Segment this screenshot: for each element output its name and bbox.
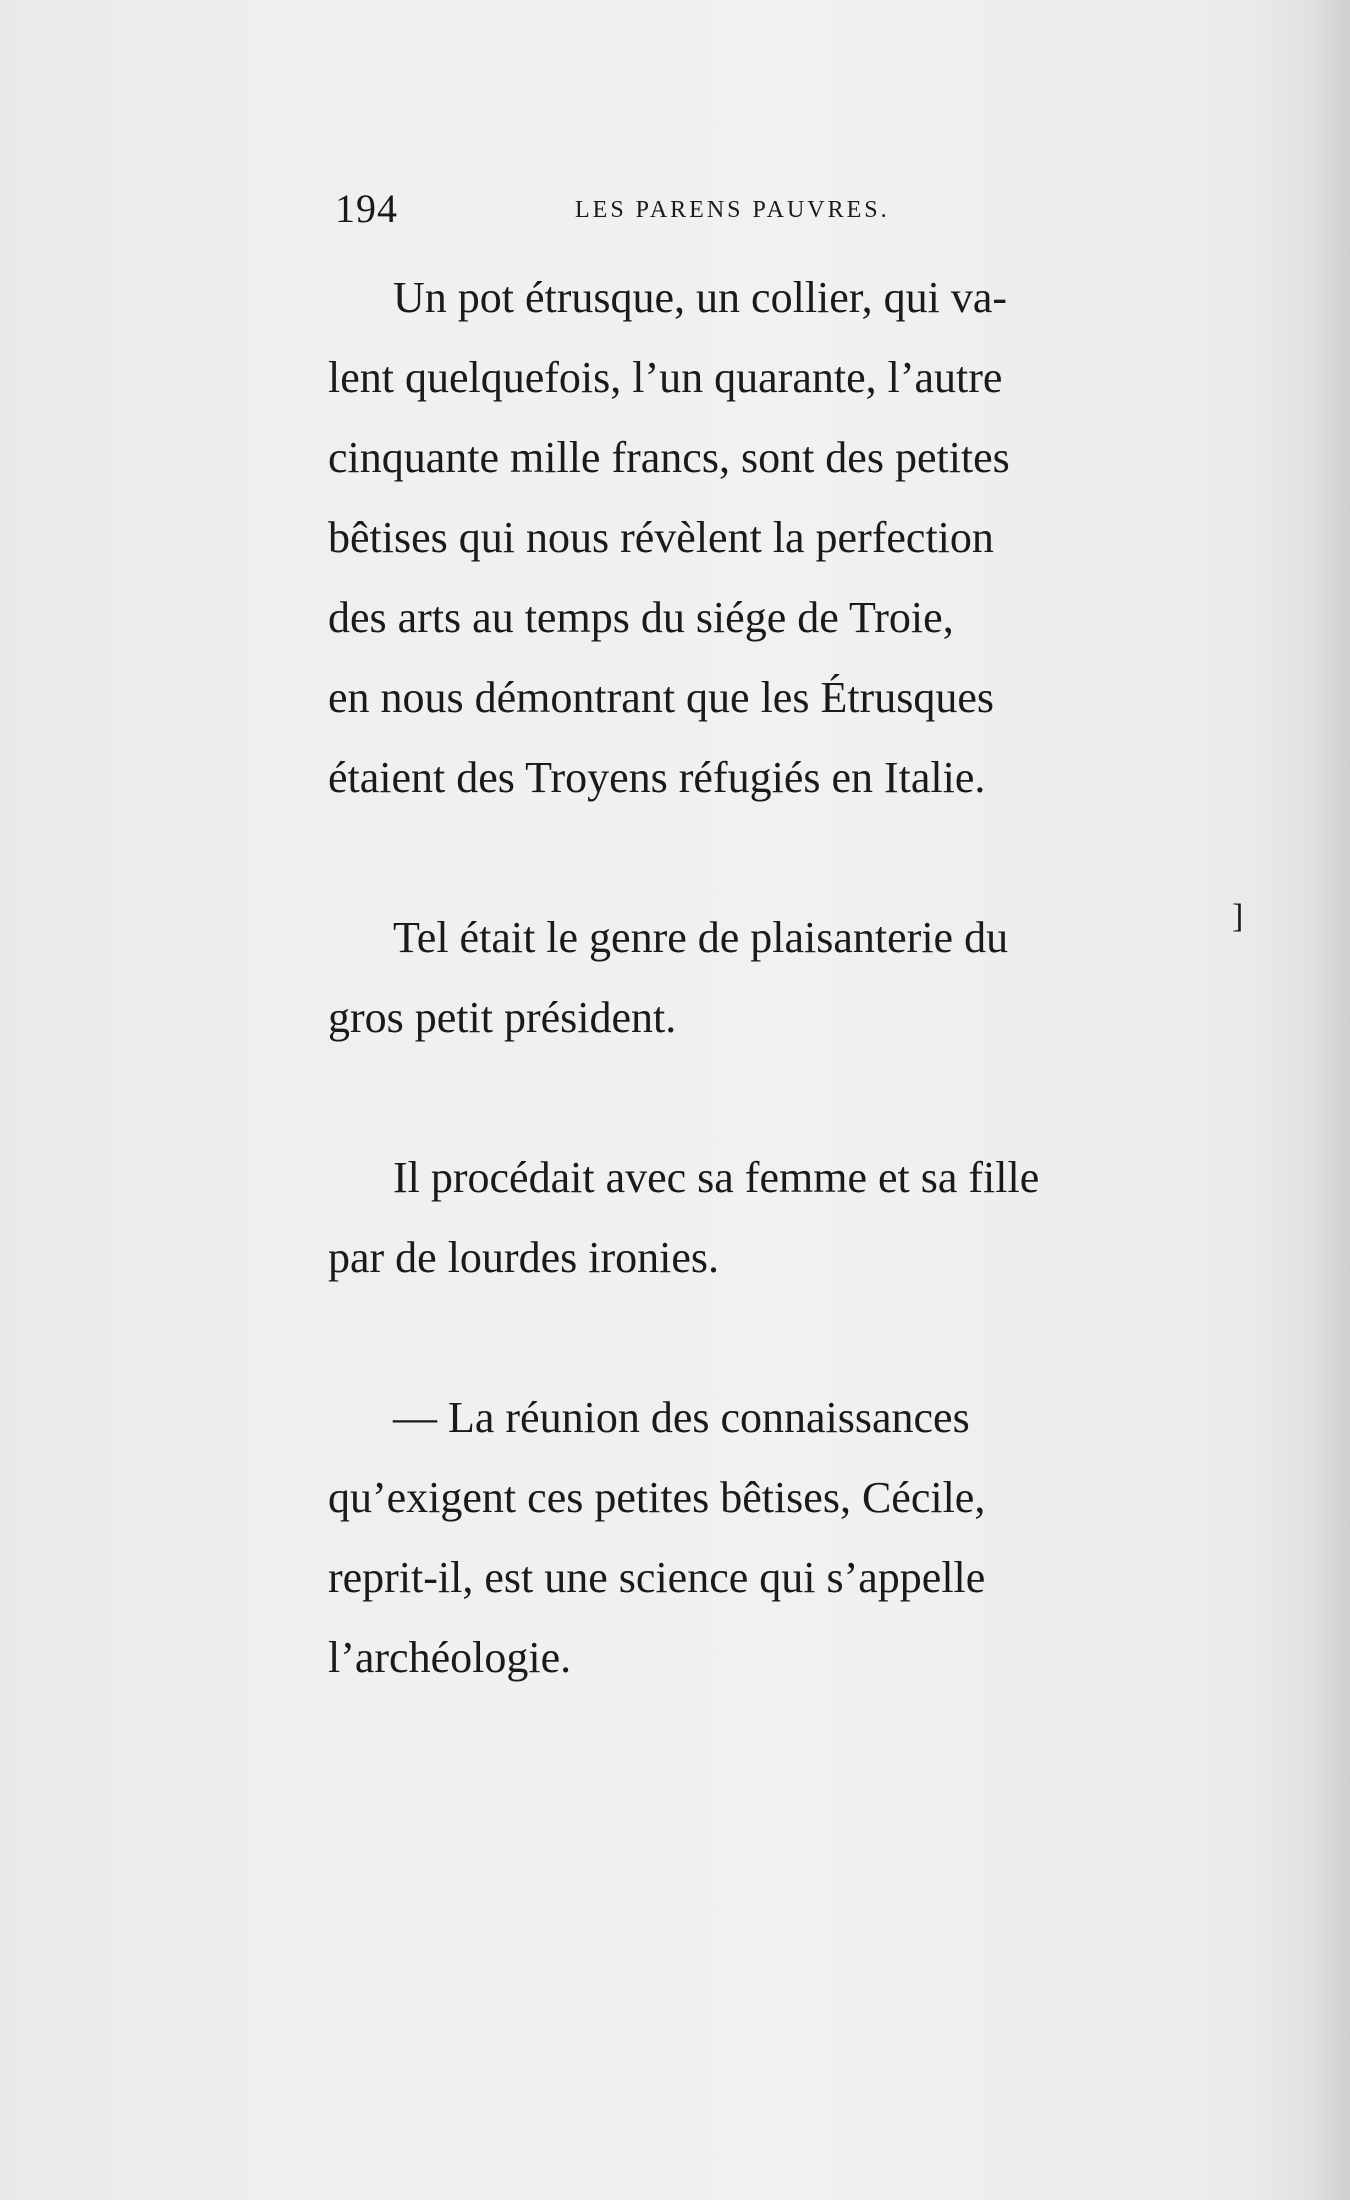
paragraph-gap [328,1058,1208,1138]
text-line: l’archéologie. [328,1633,572,1682]
text-line: Un pot étrusque, un collier, qui va- [393,273,1008,322]
page-edge-shadow [1310,0,1350,2200]
body-text [328,258,1208,1698]
text-line: bêtises qui nous révèlent la perfection [328,513,994,562]
paragraph-gap [328,1298,1208,1378]
text-line: cinquante mille francs, sont des petites [328,433,1010,482]
text-line: Tel était le genre de plaisanterie du [393,913,1009,962]
paragraph [328,258,1208,818]
paragraph [328,1138,1208,1298]
text-line: Il procédait avec sa femme et sa fille [393,1153,1040,1202]
page-header [335,185,1035,235]
paragraph [328,898,1208,1058]
text-line: en nous démontrant que les Étrusques [328,673,994,722]
text-line: étaient des Troyens réfugiés en Italie. [328,753,986,802]
margin-mark: ] [1232,898,1244,935]
text-line: lent quelquefois, l’un quarante, l’autre [328,353,1003,402]
paragraph [328,1378,1208,1698]
text-line: par de lourdes ironies. [328,1233,719,1282]
running-title: LES PARENS PAUVRES. [575,197,890,223]
text-line: qu’exigent ces petites bêtises, Cécile, [328,1473,986,1522]
text-line: reprit-il, est une science qui s’appelle [328,1553,986,1602]
text-line: gros petit président. [328,993,677,1042]
page-number: 194 [335,186,398,231]
text-line: des arts au temps du siége de Troie, [328,593,954,642]
text-line: — La réunion des connaissances [393,1393,970,1442]
paragraph-gap [328,818,1208,898]
